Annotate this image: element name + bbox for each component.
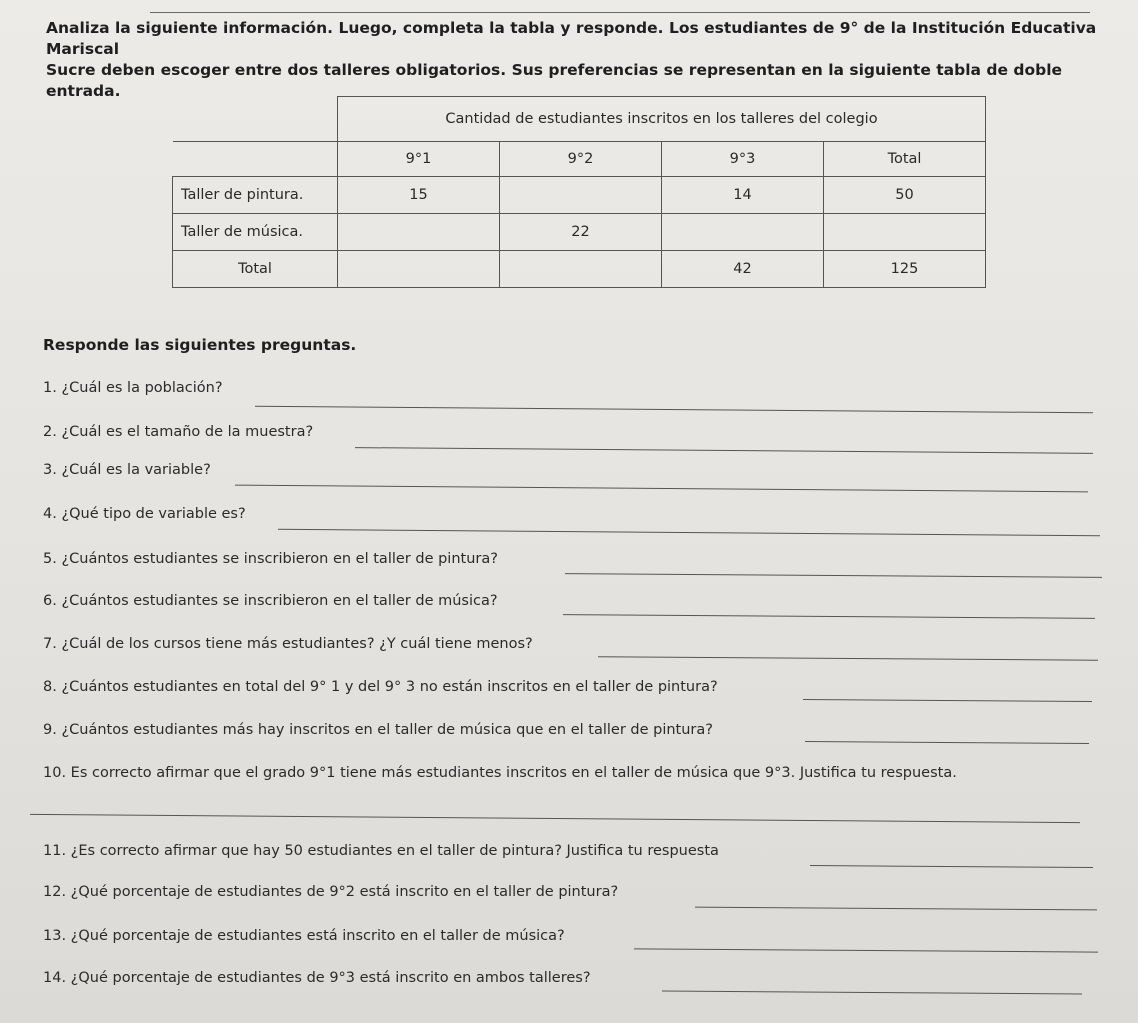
- answer-line-12[interactable]: [695, 907, 1097, 911]
- intro-line-1: Analiza la siguiente información. Luego, completa la tabla y responde. Los estudiantes de 9° de la Institución Educativa Mariscal: [46, 19, 1097, 58]
- answer-line-10[interactable]: [30, 814, 1080, 823]
- answer-line-2[interactable]: [355, 447, 1093, 454]
- col-header-total: Total: [824, 142, 986, 177]
- answer-line-11[interactable]: [810, 865, 1093, 868]
- answer-line-14[interactable]: [662, 991, 1082, 995]
- row-label-pintura: Taller de pintura.: [173, 177, 338, 214]
- cell-musica-9-2[interactable]: 22: [500, 214, 662, 251]
- intro-text: [46, 18, 1126, 102]
- cell-pintura-9-1[interactable]: 15: [338, 177, 500, 214]
- answer-line-9[interactable]: [805, 741, 1089, 744]
- question-7: 7. ¿Cuál de los cursos tiene más estudiantes? ¿Y cuál tiene menos?: [43, 636, 533, 652]
- table-caption: Cantidad de estudiantes inscritos en los talleres del colegio: [338, 97, 986, 142]
- cell-pintura-total[interactable]: 50: [824, 177, 986, 214]
- answer-line-8[interactable]: [803, 699, 1092, 702]
- answer-line-3[interactable]: [235, 485, 1088, 493]
- cell-total-9-2[interactable]: [500, 251, 662, 288]
- question-5: 5. ¿Cuántos estudiantes se inscribieron en el taller de pintura?: [43, 551, 498, 567]
- answer-line-7[interactable]: [598, 656, 1098, 660]
- cell-pintura-9-2[interactable]: [500, 177, 662, 214]
- intro-line-2: Sucre deben escoger entre dos talleres obligatorios. Sus preferencias se representan en la siguiente tabla de doble entrada.: [46, 61, 1063, 100]
- cell-musica-total[interactable]: [824, 214, 986, 251]
- table-row: [173, 214, 986, 251]
- col-header-9-3: 9°3: [662, 142, 824, 177]
- answer-line-5[interactable]: [565, 573, 1102, 578]
- cell-total-total[interactable]: 125: [824, 251, 986, 288]
- question-9: 9. ¿Cuántos estudiantes más hay inscritos en el taller de música que en el taller de pintura?: [43, 722, 713, 738]
- table-row: [173, 177, 986, 214]
- answer-line-4[interactable]: [278, 529, 1100, 536]
- question-2: 2. ¿Cuál es el tamaño de la muestra?: [43, 424, 314, 440]
- answer-line-1[interactable]: [255, 406, 1093, 414]
- cell-pintura-9-3[interactable]: 14: [662, 177, 824, 214]
- questions-heading: Responde las siguientes preguntas.: [43, 336, 357, 354]
- table-row: [173, 251, 986, 288]
- cell-total-9-3[interactable]: 42: [662, 251, 824, 288]
- question-4: 4. ¿Qué tipo de variable es?: [43, 506, 246, 522]
- col-header-9-1: 9°1: [338, 142, 500, 177]
- table-corner-2: [173, 142, 338, 177]
- row-label-musica: Taller de música.: [173, 214, 338, 251]
- answer-line-13[interactable]: [634, 948, 1098, 952]
- row-label-total: Total: [173, 251, 338, 288]
- cell-musica-9-1[interactable]: [338, 214, 500, 251]
- question-13: 13. ¿Qué porcentaje de estudiantes está inscrito en el taller de música?: [43, 928, 565, 944]
- question-3: 3. ¿Cuál es la variable?: [43, 462, 211, 478]
- cell-total-9-1[interactable]: [338, 251, 500, 288]
- question-6: 6. ¿Cuántos estudiantes se inscribieron en el taller de música?: [43, 593, 498, 609]
- double-entry-table: [172, 96, 986, 288]
- cell-musica-9-3[interactable]: [662, 214, 824, 251]
- question-10: 10. Es correcto afirmar que el grado 9°1 tiene más estudiantes inscritos en el taller de música que 9°3. Justifica tu respuesta.: [43, 765, 957, 781]
- col-header-9-2: 9°2: [500, 142, 662, 177]
- question-11: 11. ¿Es correcto afirmar que hay 50 estudiantes en el taller de pintura? Justifica tu respuesta: [43, 843, 719, 859]
- answer-line-6[interactable]: [563, 614, 1095, 619]
- question-8: 8. ¿Cuántos estudiantes en total del 9° 1 y del 9° 3 no están inscritos en el taller de pintura?: [43, 679, 718, 695]
- question-12: 12. ¿Qué porcentaje de estudiantes de 9°2 está inscrito en el taller de pintura?: [43, 884, 619, 900]
- table-corner: [173, 97, 338, 142]
- question-14: 14. ¿Qué porcentaje de estudiantes de 9°3 está inscrito en ambos talleres?: [43, 970, 591, 986]
- question-1: 1. ¿Cuál es la población?: [43, 380, 223, 396]
- top-rule: [150, 12, 1090, 13]
